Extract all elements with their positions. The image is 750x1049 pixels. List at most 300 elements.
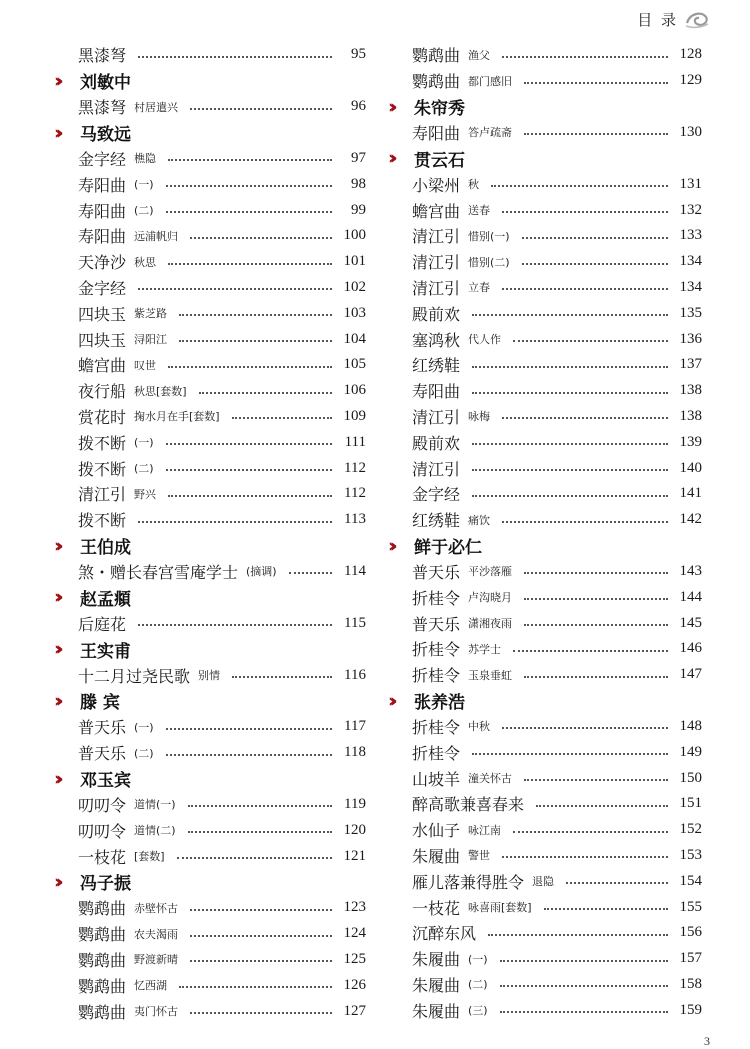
dot-leader [502, 417, 668, 419]
entry-page-number: 103 [343, 304, 366, 321]
dot-leader [166, 185, 332, 187]
author-heading [388, 145, 702, 171]
double-chevron-icon: ›› [54, 870, 58, 893]
entry-title: 沉醉东风 [412, 924, 477, 944]
toc-entry[interactable] [412, 481, 702, 507]
toc-entry[interactable] [412, 920, 702, 946]
toc-entry[interactable] [412, 765, 702, 791]
toc-entry[interactable] [412, 404, 702, 430]
entry-page-number: 109 [343, 407, 366, 424]
toc-entry[interactable] [78, 972, 366, 998]
entry-page-number: 125 [343, 950, 366, 967]
entry-title: 小梁州 [412, 175, 461, 195]
toc-entry[interactable] [78, 559, 366, 585]
toc-entry[interactable] [412, 326, 702, 352]
entry-title: 清江引 [412, 459, 461, 479]
author-heading [388, 688, 702, 714]
entry-page-number: 145 [679, 614, 702, 631]
entry-page-number: 130 [679, 123, 702, 140]
entry-title: 后庭花 [78, 614, 127, 634]
dot-leader [513, 650, 668, 652]
entry-page-number: 104 [343, 330, 366, 347]
toc-entry[interactable] [78, 947, 366, 973]
toc-entry[interactable] [412, 946, 702, 972]
dot-leader [513, 831, 668, 833]
entry-title: 四块玉 [78, 304, 127, 324]
entry-title: 叨叨令 [78, 821, 127, 841]
entry-page-number: 150 [679, 769, 702, 786]
dot-leader [500, 985, 668, 987]
dot-leader [524, 133, 668, 135]
author-heading [54, 869, 366, 895]
dot-leader [524, 779, 668, 781]
entry-title: 夜行船 [78, 382, 127, 402]
entry-subtitle: (二) [134, 746, 154, 760]
dot-leader [190, 237, 332, 239]
entry-title: 折桂令 [412, 588, 461, 608]
toc-entry[interactable] [78, 42, 366, 68]
entry-title: 朱履曲 [412, 950, 461, 970]
toc-entry[interactable] [412, 636, 702, 662]
dot-leader [168, 366, 332, 368]
entry-subtitle: 秋思 [134, 255, 157, 269]
entry-subtitle: 玉泉垂虹 [468, 668, 513, 682]
entry-title: 寿阳曲 [412, 382, 461, 402]
entry-subtitle: 野渡新晴 [134, 953, 179, 967]
entry-title: 普天乐 [412, 614, 461, 634]
entry-subtitle: 警世 [468, 849, 491, 863]
entry-subtitle: 樵隐 [134, 152, 157, 166]
entry-page-number: 126 [343, 976, 366, 993]
entry-subtitle: 立春 [468, 281, 491, 295]
entry-page-number: 144 [679, 588, 702, 605]
entry-subtitle: 潇湘夜雨 [468, 617, 513, 631]
dot-leader [513, 340, 668, 342]
entry-title: 普天乐 [78, 718, 127, 738]
toc-entry[interactable] [412, 429, 702, 455]
author-heading [54, 636, 366, 662]
toc-entry[interactable] [412, 42, 702, 68]
dot-leader [190, 1012, 332, 1014]
dot-leader [524, 598, 668, 600]
entry-page-number: 134 [679, 278, 702, 295]
toc-entry[interactable] [412, 378, 702, 404]
entry-subtitle: 咏梅 [468, 410, 491, 424]
entry-title: 蟾宫曲 [78, 356, 127, 376]
double-chevron-icon: ›› [54, 689, 58, 712]
toc-entry[interactable] [412, 507, 702, 533]
entry-subtitle: (三) [468, 1004, 488, 1018]
entry-subtitle: (二) [134, 462, 154, 476]
entry-page-number: 156 [679, 924, 702, 941]
entry-title: 天净沙 [78, 253, 127, 273]
entry-page-number: 138 [679, 382, 702, 399]
dot-leader [524, 624, 668, 626]
toc-entry[interactable] [78, 223, 366, 249]
page-header-title: 目 录 [637, 10, 678, 29]
toc-entry[interactable] [78, 275, 366, 301]
dot-leader [472, 443, 668, 445]
entry-subtitle: (摘调) [246, 565, 277, 579]
entry-subtitle: 惜别(二) [468, 255, 510, 269]
entry-subtitle: 退隐 [532, 875, 555, 889]
author-name: 冯子振 [80, 874, 131, 895]
entry-page-number: 148 [679, 717, 702, 734]
entry-subtitle: 浔阳江 [134, 333, 168, 347]
entry-page-number: 128 [679, 46, 702, 63]
author-name: 邓玉宾 [80, 771, 131, 792]
entry-page-number: 96 [351, 98, 366, 115]
double-chevron-icon: ›› [388, 534, 392, 557]
entry-subtitle: (一) [134, 178, 154, 192]
toc-entry[interactable] [78, 921, 366, 947]
toc-entry[interactable] [412, 68, 702, 94]
toc-entry[interactable] [78, 998, 366, 1024]
toc-entry[interactable] [412, 817, 702, 843]
dot-leader [190, 935, 332, 937]
toc-entry[interactable] [412, 300, 702, 326]
entry-title: 鹦鹉曲 [78, 950, 127, 970]
entry-page-number: 133 [679, 227, 702, 244]
toc-entry[interactable] [412, 714, 702, 740]
toc-entry[interactable] [78, 94, 366, 120]
entry-page-number: 141 [679, 485, 702, 502]
author-heading [54, 766, 366, 792]
entry-page-number: 106 [343, 382, 366, 399]
toc-entry[interactable] [78, 843, 366, 869]
dot-leader [168, 263, 332, 265]
entry-title: 雁儿落兼得胜令 [412, 872, 525, 892]
dot-leader [500, 1011, 668, 1013]
entry-page-number: 102 [343, 278, 366, 295]
author-heading [388, 94, 702, 120]
entry-subtitle: 远浦帆归 [134, 229, 179, 243]
dot-leader [472, 469, 668, 471]
entry-title: 普天乐 [78, 744, 127, 764]
entry-subtitle: 卢沟晓月 [468, 591, 513, 605]
double-chevron-icon: ›› [54, 534, 58, 557]
toc-entry[interactable] [412, 275, 702, 301]
author-name: 张养浩 [414, 693, 465, 714]
double-chevron-icon: ›› [388, 147, 392, 170]
dot-leader [536, 805, 668, 807]
entry-subtitle: (二) [468, 978, 488, 992]
entry-title: 拨不断 [78, 459, 127, 479]
toc-entry[interactable] [412, 171, 702, 197]
dot-leader [502, 521, 668, 523]
entry-page-number: 127 [343, 1002, 366, 1019]
toc-entry[interactable] [78, 146, 366, 172]
toc-entry[interactable] [412, 739, 702, 765]
entry-title: 四块玉 [78, 330, 127, 350]
entry-title: 水仙子 [412, 821, 461, 841]
entry-page-number: 101 [343, 253, 366, 270]
dot-leader [166, 211, 332, 213]
entry-page-number: 153 [679, 846, 702, 863]
entry-subtitle: 送春 [468, 204, 491, 218]
author-name: 王伯成 [80, 538, 131, 559]
dot-leader [190, 108, 332, 110]
entry-title: 寿阳曲 [78, 227, 127, 247]
entry-page-number: 124 [343, 925, 366, 942]
toc-entry[interactable] [78, 404, 366, 430]
entry-title: 叨叨令 [78, 795, 127, 815]
entry-subtitle: 惜别(一) [468, 229, 510, 243]
toc-entry[interactable] [78, 662, 366, 688]
toc-entry[interactable] [78, 378, 366, 404]
entry-subtitle: 渔父 [468, 48, 491, 62]
author-name: 刘敏中 [80, 73, 131, 94]
toc-entry[interactable] [412, 120, 702, 146]
author-name: 王实甫 [80, 641, 131, 662]
toc-entry[interactable] [412, 584, 702, 610]
dot-leader [138, 624, 332, 626]
entry-subtitle: 答卢疏斋 [468, 126, 513, 140]
dot-leader [138, 521, 332, 523]
entry-subtitle: 别情 [198, 669, 221, 683]
entry-title: 金字经 [412, 485, 461, 505]
entry-title: 十二月过尧民歌 [78, 666, 191, 686]
dot-leader [199, 392, 332, 394]
entry-page-number: 135 [679, 304, 702, 321]
entry-page-number: 111 [344, 433, 366, 450]
entry-title: 朱履曲 [412, 975, 461, 995]
toc-entry[interactable] [78, 429, 366, 455]
dot-leader [168, 159, 332, 161]
dot-leader [177, 857, 332, 859]
dot-leader [500, 960, 668, 962]
entry-page-number: 147 [679, 666, 702, 683]
entry-subtitle: 苏学士 [468, 642, 502, 656]
toc-entry[interactable] [412, 972, 702, 998]
entry-page-number: 143 [679, 562, 702, 579]
dot-leader [188, 831, 332, 833]
entry-page-number: 114 [344, 562, 366, 579]
entry-title: 鹦鹉曲 [78, 1002, 127, 1022]
entry-title: 折桂令 [412, 717, 461, 737]
entry-title: 清江引 [78, 485, 127, 505]
toc-entry[interactable] [412, 791, 702, 817]
entry-page-number: 138 [679, 407, 702, 424]
entry-page-number: 112 [344, 459, 366, 476]
entry-page-number: 154 [679, 872, 702, 889]
author-name: 朱帘秀 [414, 99, 465, 120]
entry-title: 鹦鹉曲 [78, 976, 127, 996]
entry-subtitle: (二) [134, 204, 154, 218]
entry-title: 清江引 [412, 227, 461, 247]
entry-page-number: 149 [679, 743, 702, 760]
entry-title: 金字经 [78, 149, 127, 169]
entry-subtitle: 赤壁怀古 [134, 901, 179, 915]
entry-page-number: 132 [679, 201, 702, 218]
toc-entry[interactable] [78, 610, 366, 636]
entry-title: 殿前欢 [412, 433, 461, 453]
author-name: 鲜于必仁 [414, 538, 482, 559]
entry-title: 鹦鹉曲 [78, 899, 127, 919]
entry-page-number: 152 [679, 821, 702, 838]
entry-page-number: 158 [679, 975, 702, 992]
entry-page-number: 123 [343, 899, 366, 916]
double-chevron-icon: ›› [54, 586, 58, 609]
entry-title: 山坡羊 [412, 769, 461, 789]
toc-entry[interactable] [412, 559, 702, 585]
entry-page-number: 136 [679, 330, 702, 347]
author-name: 滕 宾 [80, 693, 120, 714]
dot-leader [472, 392, 668, 394]
double-chevron-icon: ›› [388, 689, 392, 712]
toc-entry[interactable] [78, 792, 366, 818]
swirl-ornament-icon [684, 9, 710, 29]
dot-leader [188, 805, 332, 807]
dot-leader [491, 185, 668, 187]
entry-subtitle: 夷门怀古 [134, 1005, 179, 1018]
toc-entry[interactable] [412, 868, 702, 894]
dot-leader [138, 56, 332, 58]
entry-subtitle: 农夫渴雨 [134, 927, 179, 941]
entry-subtitle: 秋思[套数] [134, 384, 187, 398]
toc-entry[interactable] [412, 197, 702, 223]
toc-entry[interactable] [78, 507, 366, 533]
toc-entry[interactable] [412, 894, 702, 920]
entry-page-number: 155 [679, 898, 702, 915]
dot-leader [502, 56, 668, 58]
dot-leader [502, 727, 668, 729]
toc-entry[interactable] [78, 455, 366, 481]
dot-leader [166, 443, 332, 445]
toc-entry[interactable] [78, 171, 366, 197]
entry-title: 拨不断 [78, 511, 127, 531]
dot-leader [502, 211, 668, 213]
entry-title: 寿阳曲 [412, 123, 461, 143]
entry-subtitle: 道情(一) [134, 798, 176, 812]
entry-title: 朱履曲 [412, 846, 461, 866]
toc-entry[interactable] [412, 610, 702, 636]
entry-page-number: 159 [679, 1001, 702, 1018]
double-chevron-icon: ›› [54, 638, 58, 661]
toc-entry[interactable] [412, 352, 702, 378]
toc-entry[interactable] [78, 817, 366, 843]
toc-entry[interactable] [412, 249, 702, 275]
dot-leader [166, 754, 332, 756]
dot-leader [524, 572, 668, 574]
entry-title: 折桂令 [412, 666, 461, 686]
double-chevron-icon: ›› [388, 95, 392, 118]
entry-title: 寿阳曲 [78, 201, 127, 221]
entry-title: 黑漆弩 [78, 46, 127, 66]
toc-entry[interactable] [412, 455, 702, 481]
entry-title: 清江引 [412, 278, 461, 298]
dot-leader [522, 237, 668, 239]
dot-leader [190, 960, 332, 962]
author-heading [54, 120, 366, 146]
entry-subtitle: 村居遣兴 [134, 100, 179, 114]
page-number: 3 [704, 1034, 710, 1048]
toc-entry[interactable] [412, 223, 702, 249]
dot-leader [138, 288, 332, 290]
entry-title: 蟾宫曲 [412, 201, 461, 221]
dot-leader [472, 753, 668, 755]
entry-title: 一枝花 [412, 898, 461, 918]
entry-subtitle: 道情(二) [134, 824, 176, 838]
toc-entry[interactable] [78, 326, 366, 352]
toc-entry[interactable] [412, 843, 702, 869]
dot-leader [488, 934, 668, 936]
toc-entry[interactable] [78, 197, 366, 223]
toc-entry[interactable] [78, 714, 366, 740]
entry-title: 折桂令 [412, 640, 461, 660]
dot-leader [566, 882, 668, 884]
entry-title: 折桂令 [412, 743, 461, 763]
toc-entry[interactable] [78, 481, 366, 507]
entry-page-number: 117 [344, 718, 366, 735]
toc-entry[interactable] [78, 740, 366, 766]
entry-page-number: 121 [343, 847, 366, 864]
dot-leader [472, 314, 668, 316]
toc-entry[interactable] [412, 662, 702, 688]
author-heading [54, 68, 366, 94]
dot-leader [232, 417, 332, 419]
dot-leader [544, 908, 668, 910]
page-header [637, 8, 710, 30]
entry-subtitle: 咏江南 [468, 823, 502, 837]
entry-subtitle: 紫芝路 [134, 307, 168, 321]
double-chevron-icon: ›› [54, 767, 58, 790]
author-name: 贯云石 [414, 150, 465, 171]
entry-page-number: 120 [343, 821, 366, 838]
author-name: 马致远 [80, 125, 131, 146]
entry-title: 鹦鹉曲 [412, 72, 461, 92]
entry-page-number: 113 [344, 511, 366, 528]
dot-leader [522, 263, 668, 265]
author-heading [388, 533, 702, 559]
entry-title: 红绣鞋 [412, 356, 461, 376]
dot-leader [179, 340, 332, 342]
dot-leader [166, 728, 332, 730]
entry-page-number: 134 [679, 253, 702, 270]
dot-leader [524, 82, 668, 84]
toc-entry[interactable] [78, 249, 366, 275]
toc-entry[interactable] [78, 300, 366, 326]
entry-subtitle: 痛饮 [468, 513, 491, 527]
toc-entry[interactable] [78, 352, 366, 378]
entry-page-number: 116 [344, 666, 366, 683]
dot-leader [179, 314, 332, 316]
dot-leader [168, 495, 332, 497]
dot-leader [502, 288, 668, 290]
entry-title: 普天乐 [412, 562, 461, 582]
entry-title: 寿阳曲 [78, 175, 127, 195]
entry-subtitle: 中秋 [468, 720, 491, 734]
dot-leader [472, 495, 668, 497]
dot-leader [166, 469, 332, 471]
entry-page-number: 142 [679, 511, 702, 528]
toc-entry[interactable] [412, 997, 702, 1023]
entry-title: 红绣鞋 [412, 511, 461, 531]
entry-subtitle: 代人作 [468, 333, 502, 347]
entry-subtitle: 野兴 [134, 487, 157, 501]
entry-title: 赏花时 [78, 407, 127, 427]
entry-title: 拨不断 [78, 433, 127, 453]
author-heading [54, 533, 366, 559]
dot-leader [472, 366, 668, 368]
entry-page-number: 118 [344, 744, 366, 761]
double-chevron-icon: ›› [54, 121, 58, 144]
entry-subtitle: (一) [134, 720, 154, 734]
entry-page-number: 100 [343, 227, 366, 244]
entry-page-number: 137 [679, 356, 702, 373]
toc-entry[interactable] [78, 895, 366, 921]
entry-page-number: 105 [343, 356, 366, 373]
